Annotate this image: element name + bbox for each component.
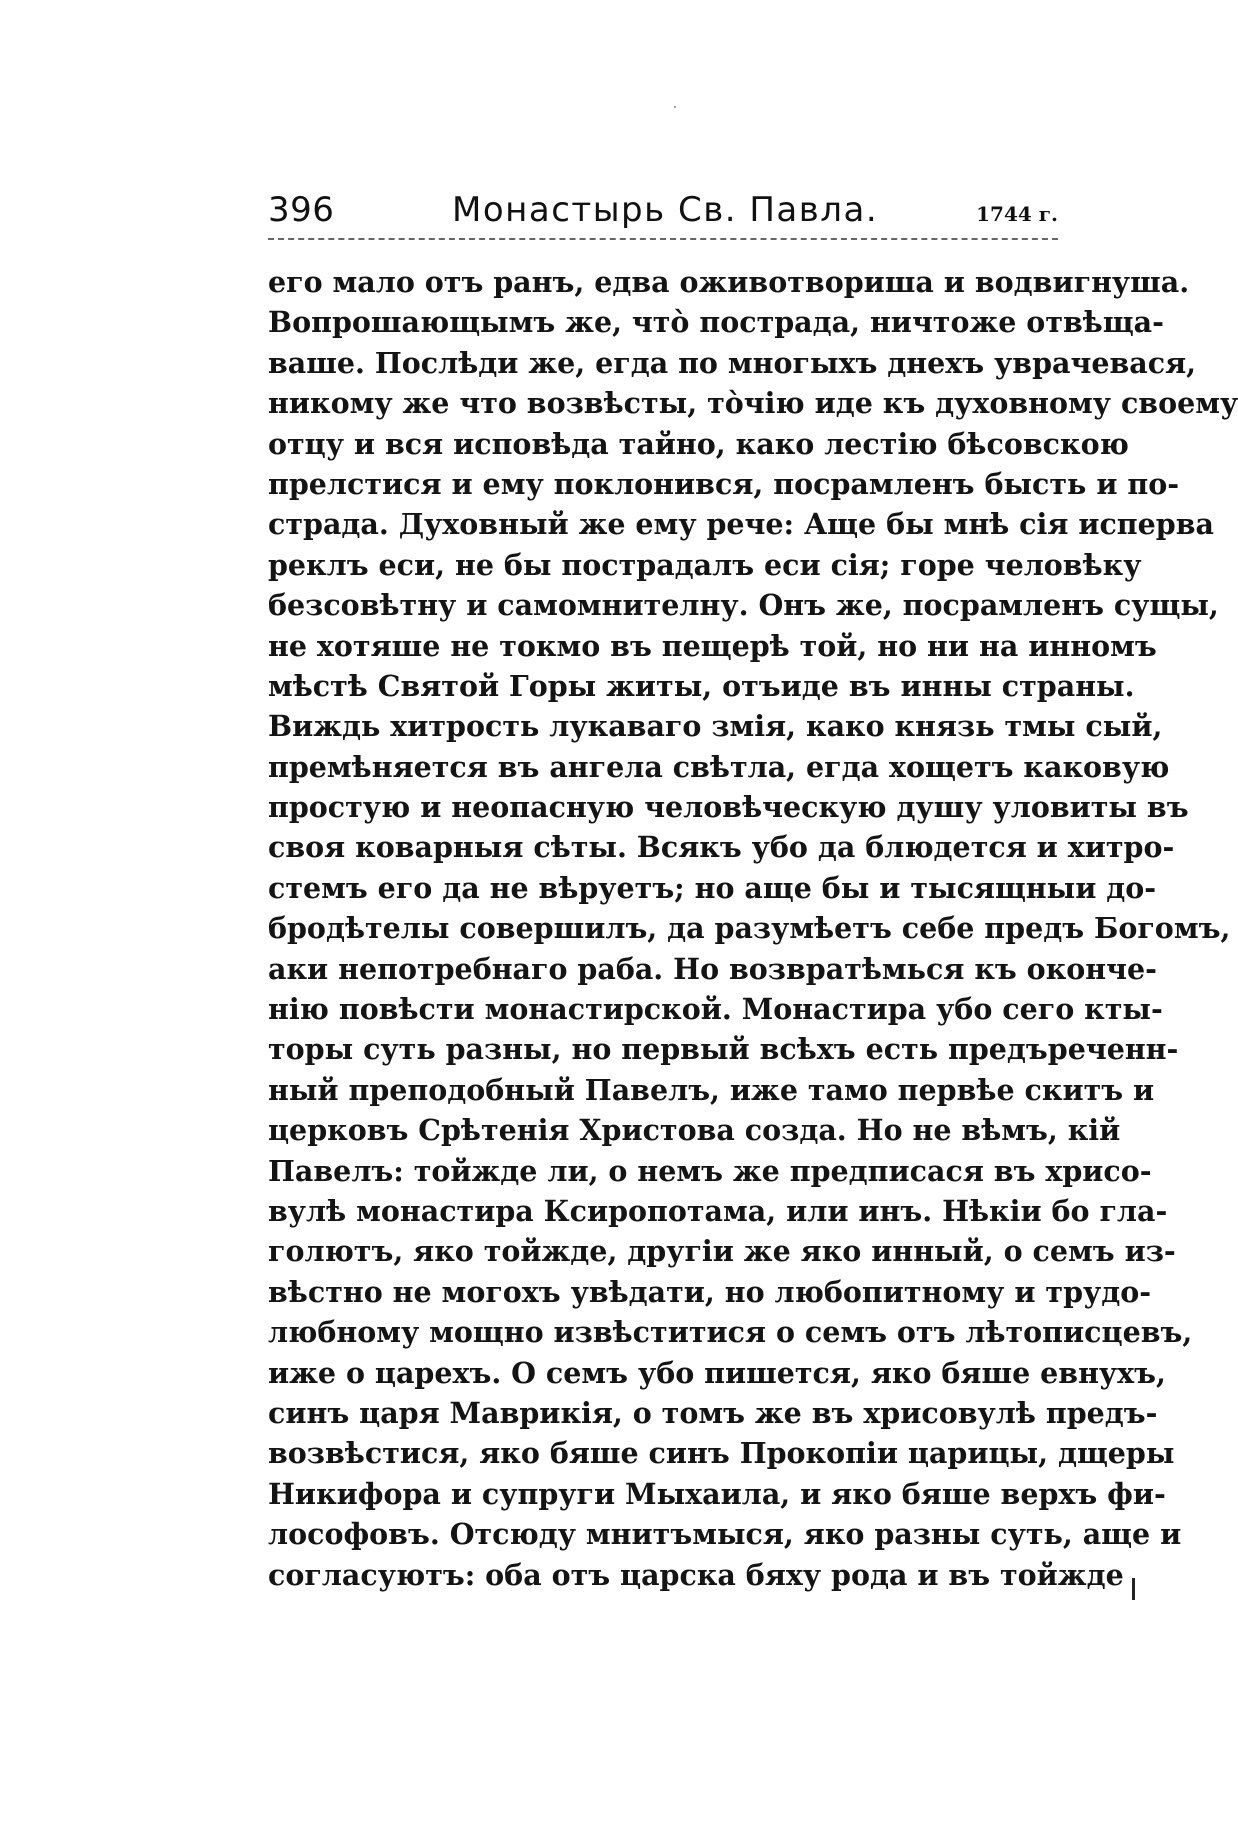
text-line: мѣстѣ Святой Горы житы, отъиде въ инны страны.	[268, 668, 1135, 703]
text-line: Виждь хитрость лукаваго змія, како князь тмы сый,	[268, 709, 1163, 744]
running-title: Монастырь Св. Павла.	[452, 190, 879, 230]
text-line: его мало отъ ранъ, едва оживотвориша и водвигнуша.	[268, 265, 1190, 299]
text-line: иже о царехъ. О семъ убо пишется, яко бяше евнухъ,	[268, 1355, 1166, 1390]
text-line: ваше. Послѣди же, егда по многыхъ днехъ уврачевася,	[268, 345, 1197, 380]
text-line: церковъ Срѣтенія Христова созда. Но не вѣмъ, кій	[268, 1113, 1121, 1148]
header-divider	[268, 238, 1058, 240]
text-line: ный преподобный Павелъ, иже тамо первѣе скитъ и	[268, 1072, 1155, 1107]
year-marker: 1744 г.	[976, 202, 1058, 226]
text-line: голютъ, яко тойжде, другіи же яко инный, о семъ из-	[268, 1234, 1176, 1269]
text-line: бродѣтелы совершилъ, да разумѣетъ себе предъ Богомъ,	[268, 911, 1231, 946]
text-line: не хотяше не токмо въ пещерѣ той, но ни на инномъ	[268, 628, 1157, 663]
margin-mark	[1132, 1578, 1135, 1600]
text-line: своя коварныя сѣты. Всякъ убо да блюдется и хитро-	[268, 830, 1175, 865]
page-header	[268, 182, 1058, 232]
text-line: вулѣ монастира Ксиропотама, или инъ. Нѣкіи бо гла-	[268, 1193, 1168, 1228]
text-line: Никифора и супруги Мыхаила, и яко бяше верхъ фи-	[268, 1476, 1166, 1511]
text-line: простую и неопасную человѣческую душу уловиты въ	[268, 790, 1189, 825]
print-speck	[674, 106, 676, 108]
text-line: нію повѣсти монастирской. Монастира убо сего кты-	[268, 992, 1163, 1027]
page-number: 396	[268, 190, 335, 230]
text-line: прелстися и ему поклонився, посрамленъ бысть и по-	[268, 466, 1180, 501]
text-line: реклъ еси, не бы пострадалъ еси сія; горе человѣку	[268, 547, 1142, 582]
text-line: возвѣстися, яко бяше синъ Прокопіи царицы, дщеры	[268, 1436, 1175, 1471]
text-line: синъ царя Маврикія, о томъ же въ хрисовулѣ предъ-	[268, 1395, 1158, 1430]
body-text	[268, 262, 1238, 1595]
text-line: премѣняется въ ангела свѣтла, егда хощетъ каковую	[268, 749, 1170, 784]
text-line: страда. Духовный же ему рече: Аще бы мнѣ сія исперва	[268, 507, 1214, 542]
text-line: никому же что возвѣсты, то̀чію иде къ духовному своему	[268, 386, 1238, 421]
text-line: стемъ его да не вѣруетъ; но аще бы и тысящныи до-	[268, 870, 1157, 905]
text-line: согласуютъ: оба отъ царска бяху рода и въ тойжде	[268, 1557, 1124, 1592]
text-line: Вопрошающымъ же, что̀ пострада, ничтоже отвѣща-	[268, 305, 1164, 340]
text-line: любному мощно извѣститися о семъ отъ лѣтописцевъ,	[268, 1315, 1193, 1350]
text-line: лософовъ. Отсюду мнитъмыся, яко разны суть, аще и	[268, 1517, 1182, 1552]
text-line: торы суть разны, но первый всѣхъ есть предъреченн-	[268, 1032, 1179, 1067]
text-line: Павелъ: тойжде ли, о немъ же предписася въ хрисо-	[268, 1153, 1152, 1188]
text-line: безсовѣтну и самомнителну. Онъ же, посрамленъ сущы,	[268, 588, 1219, 623]
text-line: вѣстно не могохъ увѣдати, но любопитному и трудо-	[268, 1274, 1152, 1309]
text-line: отцу и вся исповѣда тайно, како лестію бѣсовскою	[268, 426, 1129, 461]
text-line: аки непотребнаго раба. Но возвратѣмься къ оконче-	[268, 951, 1157, 986]
